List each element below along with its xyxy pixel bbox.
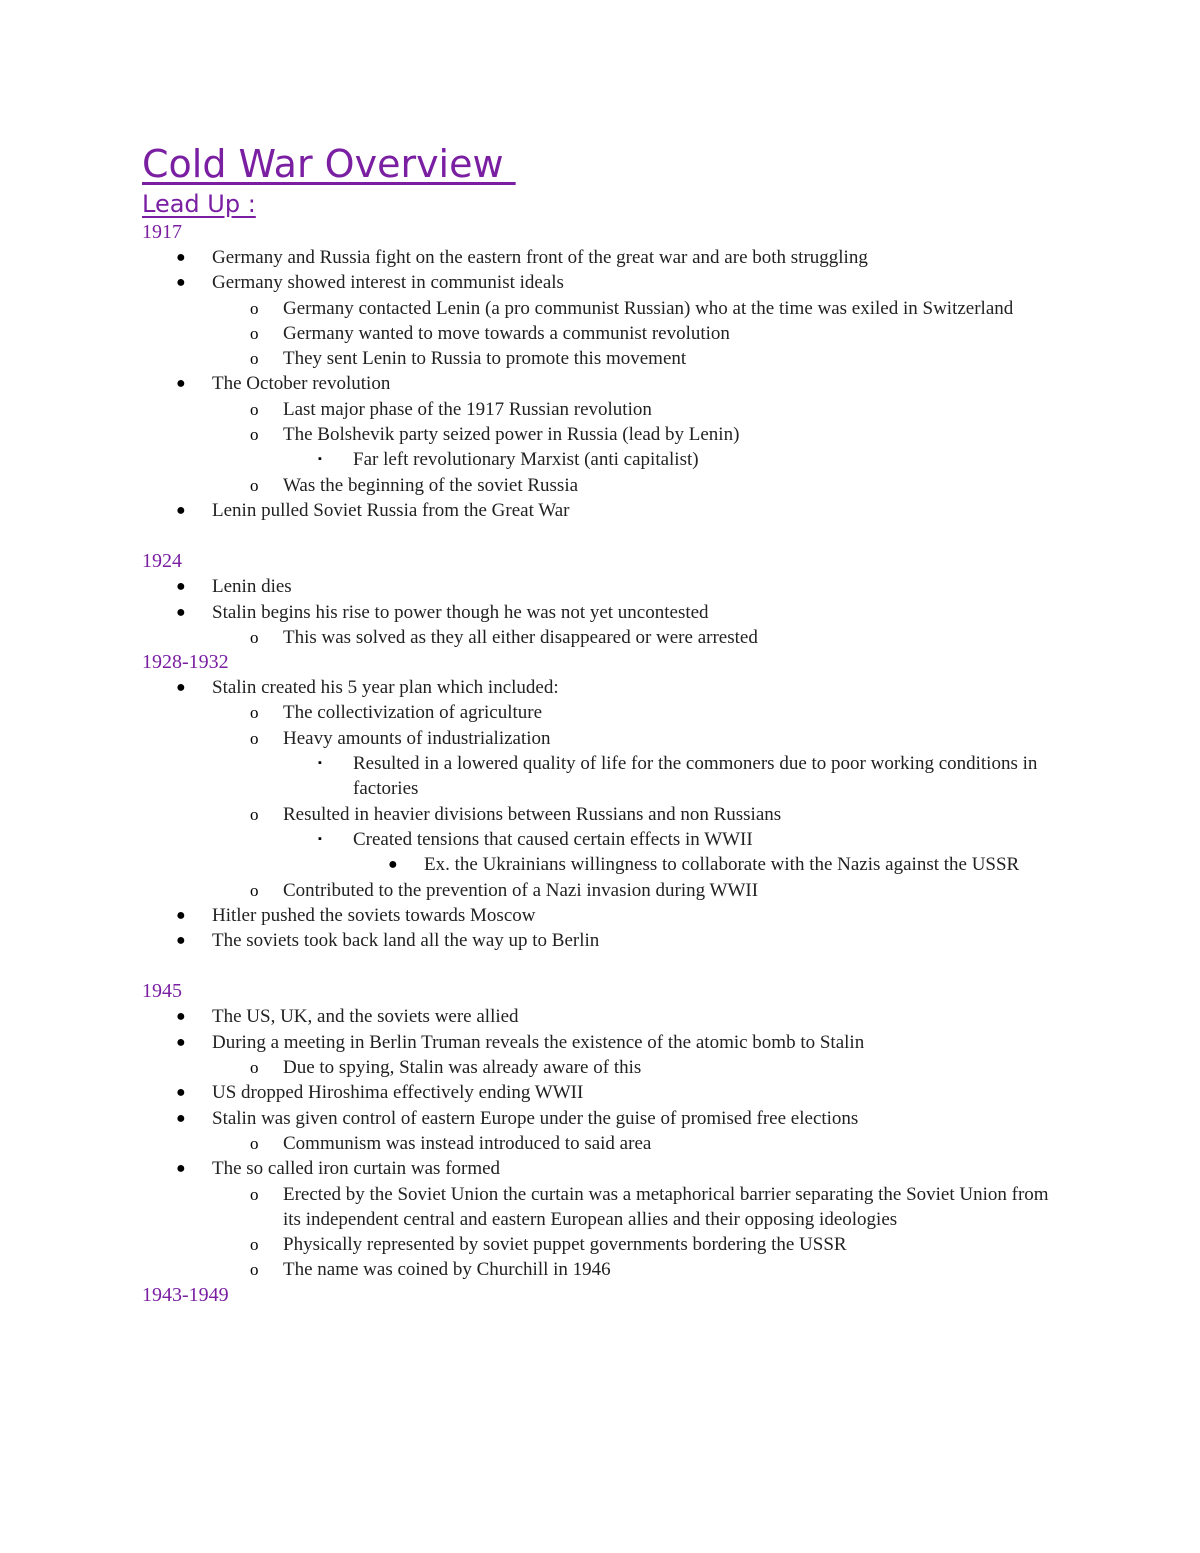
year-section [142,1283,1062,1308]
list-item-text: The Bolshevik party seized power in Russia (lead by Lenin) [283,424,740,446]
list-item-text: Germany contacted Lenin (a pro communist Russian) who at the time was exiled in Switzerland [283,297,1014,319]
list-item [142,1156,1062,1181]
year-heading: 1945 [142,980,182,1003]
list-item [142,928,1062,953]
list-item [142,447,1062,472]
bullet-icon: ● [176,274,186,292]
bullet-icon: o [250,1058,259,1078]
bullet-list [142,1004,1062,1282]
list-item [142,1182,1062,1233]
list-item [142,1257,1062,1282]
bullet-icon: ● [176,501,186,519]
list-item-text: Last major phase of the 1917 Russian revolution [283,398,652,420]
bullet-icon: o [250,1184,259,1204]
bullet-icon: o [250,399,259,419]
list-item [142,1232,1062,1257]
section-spacer [142,523,1062,549]
bullet-icon: ● [176,249,186,266]
list-item-text: Was the beginning of the soviet Russia [283,474,579,496]
list-item [142,245,1062,270]
list-item-text: Germany and Russia fight on the eastern front of the great war and are both struggling [212,247,868,268]
list-item-text: During a meeting in Berlin Truman reveals the existence of the atomic bomb to Stalin [212,1031,865,1053]
year-heading: 1917 [142,221,182,243]
bullet-list [142,245,1062,523]
list-item-text: The soviets took back land all the way up to Berlin [212,930,600,952]
year-heading: 1928-1932 [142,651,229,674]
list-item [142,600,1062,625]
bullet-icon: o [250,1235,259,1255]
year-section [142,549,1062,650]
list-item [142,371,1062,396]
list-item [142,296,1062,321]
list-item-text: Contributed to the prevention of a Nazi invasion during WWII [283,879,759,901]
list-item-text: Erected by the Soviet Union the curtain was a metaphorical barrier separating the Soviet Union from its independent central and eastern European allies and their opposing ideologies [283,1183,1049,1230]
list-item [142,574,1062,599]
list-item [142,700,1062,725]
list-item [142,1055,1062,1080]
bullet-icon: ● [176,1109,186,1127]
bullet-icon: ▪ [318,453,322,466]
bullet-icon: ● [176,603,186,621]
bullet-icon: ● [176,932,186,950]
list-item [142,346,1062,371]
bullet-list [142,675,1062,953]
year-section [142,650,1062,953]
list-item-text: Created tensions that caused certain effects in WWII [353,828,753,850]
list-item-text: Due to spying, Stalin was already aware of this [283,1057,642,1079]
bullet-icon: o [250,323,259,343]
list-item-text: Stalin begins his rise to power though he was not yet uncontested [212,601,709,623]
list-item [142,625,1062,650]
bullet-icon: ● [176,578,186,596]
bullet-icon: o [250,425,259,445]
list-item-text: Stalin was given control of eastern Europe under the guise of promised free elections [212,1107,859,1129]
list-item [142,903,1062,928]
bullet-icon: o [250,728,259,748]
document-title: Cold War Overview [142,142,516,186]
list-item-text: Far left revolutionary Marxist (anti capitalist) [353,449,699,471]
list-item [142,270,1062,295]
list-item-text: The US, UK, and the soviets were allied [212,1006,519,1028]
list-item [142,751,1062,802]
list-item [142,827,1062,852]
list-item-text: Lenin pulled Soviet Russia from the Great War [212,499,570,521]
bullet-icon: o [250,804,259,824]
list-item-text: The so called iron curtain was formed [212,1158,501,1180]
bullet-icon: ▪ [318,757,322,770]
list-item-text: Stalin created his 5 year plan which included: [212,677,559,699]
list-item [142,802,1062,827]
list-item-text: Resulted in a lowered quality of life for the commoners due to poor working conditions in factories [353,753,1038,800]
list-item [142,498,1062,523]
bullet-icon: o [250,1133,259,1153]
list-item [142,852,1062,877]
list-item-text: Lenin dies [212,576,292,598]
list-item-text: Resulted in heavier divisions between Russians and non Russians [283,803,782,825]
bullet-icon: ● [388,856,398,874]
list-item [142,675,1062,700]
bullet-list [142,574,1062,650]
document-page [142,140,1062,1308]
list-item [142,1030,1062,1055]
list-item [142,1004,1062,1029]
list-item-text: Communism was instead introduced to said area [283,1132,652,1154]
list-item [142,1131,1062,1156]
bullet-icon: o [250,349,259,369]
list-item-text: Physically represented by soviet puppet governments bordering the USSR [283,1234,847,1256]
list-item [142,321,1062,346]
list-item [142,1106,1062,1131]
section-spacer [142,953,1062,979]
list-item [142,422,1062,447]
list-item-text: Hitler pushed the soviets towards Moscow [212,904,536,926]
bullet-icon: ● [176,375,186,393]
list-item-text: The name was coined by Churchill in 1946 [283,1259,611,1281]
list-item-text: Germany wanted to move towards a communist revolution [283,322,730,344]
bullet-icon: ● [176,1084,186,1102]
bullet-icon: ● [176,1160,186,1178]
section-subtitle: Lead Up : [142,190,256,218]
bullet-icon: ● [176,679,186,697]
year-heading: 1924 [142,550,182,573]
year-section [142,220,1062,523]
bullet-icon: o [250,703,259,723]
list-item [142,1080,1062,1105]
bullet-icon: ● [176,1008,186,1026]
list-item-text: US dropped Hiroshima effectively ending WWII [212,1082,584,1104]
bullet-icon: o [250,627,259,647]
list-item-text: Ex. the Ukrainians willingness to collaborate with the Nazis against the USSR [424,854,1020,876]
bullet-icon: ▪ [318,832,322,845]
year-section [142,979,1062,1282]
bullet-icon: o [250,880,259,900]
bullet-icon: o [250,298,259,318]
list-item-text: Heavy amounts of industrialization [283,727,551,749]
list-item [142,473,1062,498]
list-item-text: The collectivization of agriculture [283,702,543,724]
list-item [142,726,1062,751]
bullet-icon: o [250,475,259,495]
list-item-text: They sent Lenin to Russia to promote this movement [283,348,687,370]
bullet-icon: ● [176,906,186,924]
list-item [142,878,1062,903]
year-heading: 1943-1949 [142,1283,229,1306]
bullet-icon: o [250,1260,259,1280]
sections-container [142,220,1062,1308]
list-item [142,397,1062,422]
list-item-text: The October revolution [212,373,391,395]
list-item-text: Germany showed interest in communist ideals [212,272,564,294]
list-item-text: This was solved as they all either disappeared or were arrested [283,626,758,648]
bullet-icon: ● [176,1033,186,1051]
